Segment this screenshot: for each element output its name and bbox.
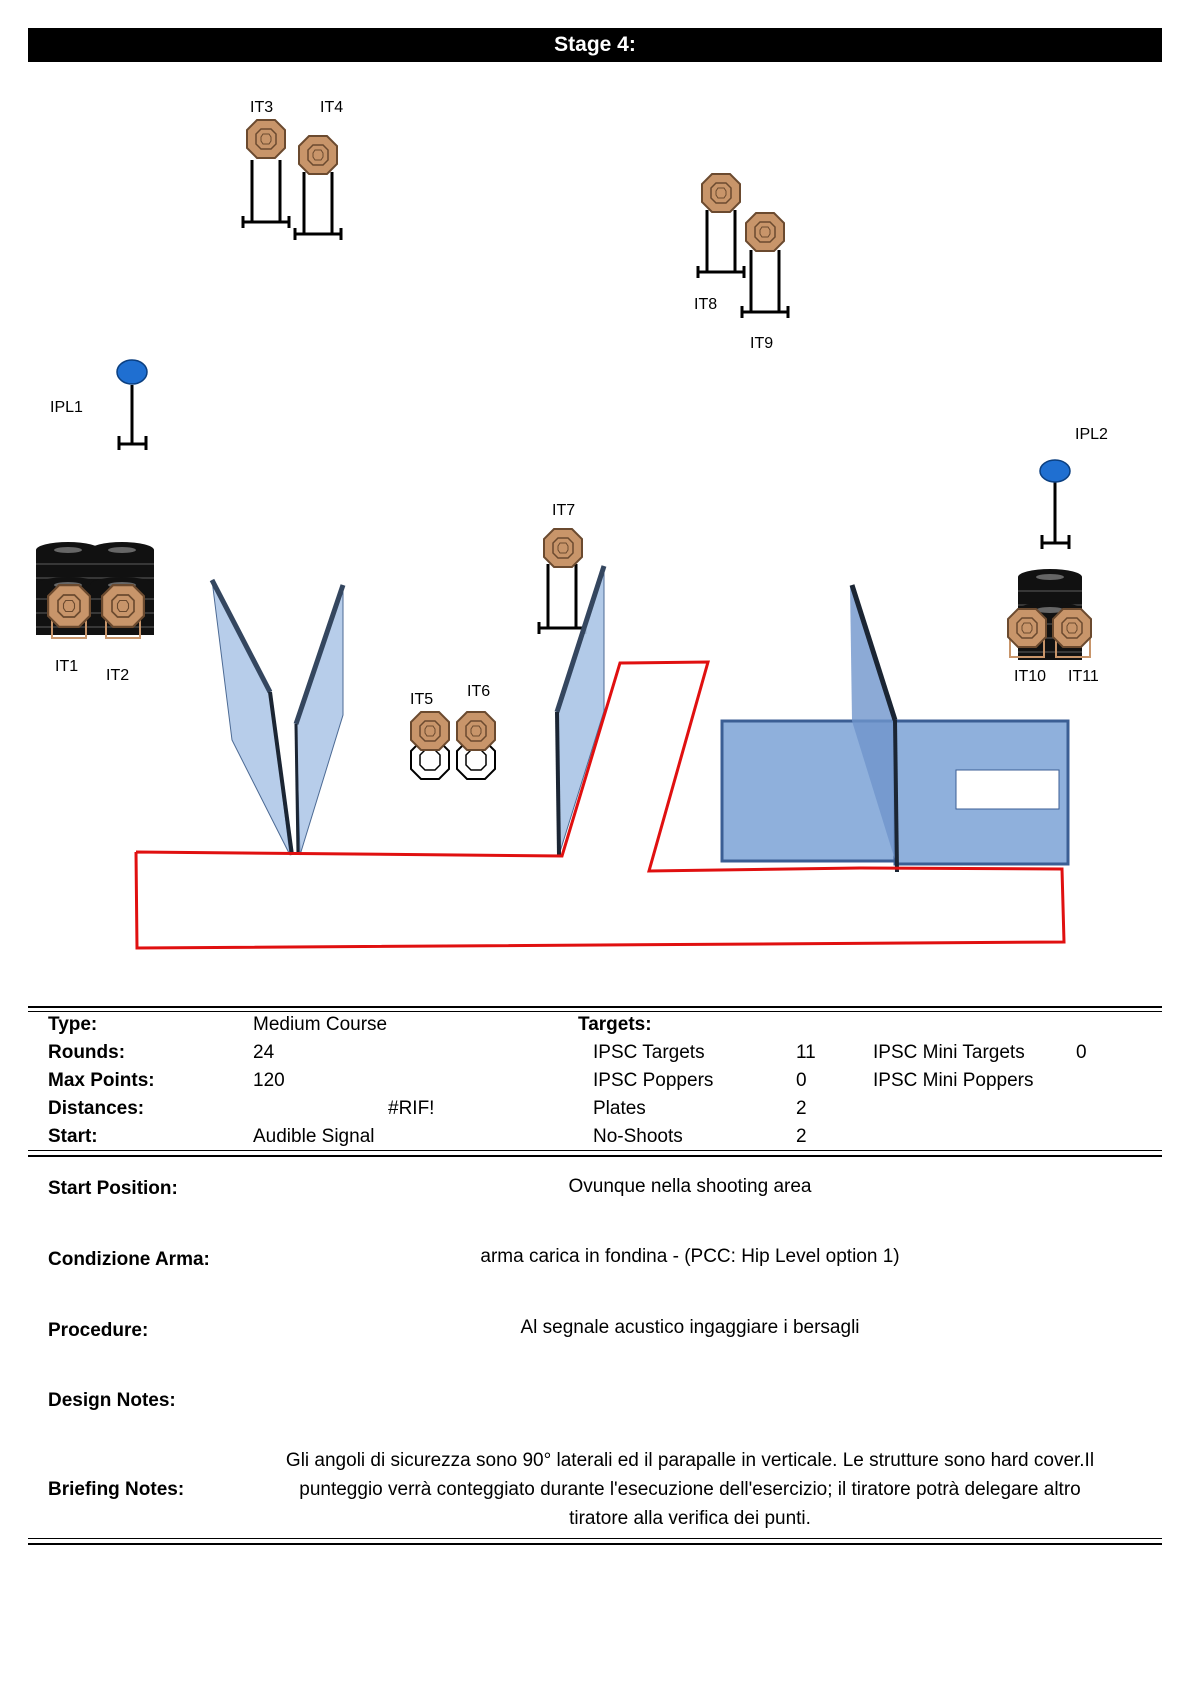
design-notes-label: Design Notes: xyxy=(48,1390,176,1411)
rule-top-2 xyxy=(28,1011,1162,1012)
rule-mid-2 xyxy=(28,1155,1162,1157)
plates-value: 2 xyxy=(796,1098,807,1119)
type-value: Medium Course xyxy=(253,1014,388,1035)
start-position-label: Start Position: xyxy=(48,1178,178,1199)
label-it2: IT2 xyxy=(106,667,130,684)
no-shoots-value: 2 xyxy=(796,1126,807,1147)
label-it1: IT1 xyxy=(55,658,79,675)
label-ipl1: IPL1 xyxy=(50,399,83,416)
label-it10: IT10 xyxy=(1014,668,1047,685)
target-it7 xyxy=(539,529,585,634)
briefing-line-2: punteggio verrà conteggiato durante l'esecuzione dell'esercizio; il tiratore potrà delegare altro xyxy=(299,1479,1081,1500)
ipsc-targets-value: 11 xyxy=(796,1042,816,1063)
plate-ipl2 xyxy=(1040,460,1070,549)
target-it8 xyxy=(698,174,744,278)
targets-label: Targets: xyxy=(578,1014,652,1035)
label-it8: IT8 xyxy=(694,296,718,313)
rounds-label: Rounds: xyxy=(48,1042,126,1063)
max-points-label: Max Points: xyxy=(48,1070,155,1091)
briefing-notes-value xyxy=(240,1446,1140,1533)
ipsc-poppers-label: IPSC Poppers xyxy=(593,1070,714,1091)
ipsc-mini-targets-label: IPSC Mini Targets xyxy=(873,1042,1025,1063)
max-points-value: 120 xyxy=(253,1070,285,1091)
label-it7: IT7 xyxy=(552,502,576,519)
plate-ipl1 xyxy=(117,360,147,450)
wall-center xyxy=(557,566,604,855)
target-it6 xyxy=(457,712,495,750)
target-it3 xyxy=(243,120,289,228)
label-ipl2: IPL2 xyxy=(1075,426,1108,443)
ipsc-poppers-value: 0 xyxy=(796,1070,807,1091)
no-shoots-label: No-Shoots xyxy=(593,1126,683,1147)
briefing-line-1: Gli angoli di sicurezza sono 90° laterali ed il parapalle in verticale. Le strutture sono hard cover.Il xyxy=(285,1450,1095,1471)
start-value: Audible Signal xyxy=(253,1126,375,1147)
plates-label: Plates xyxy=(593,1098,646,1119)
briefing-notes-label: Briefing Notes: xyxy=(48,1479,185,1500)
label-it3: IT3 xyxy=(250,99,274,116)
rule-mid-1 xyxy=(28,1150,1162,1151)
wall-v-left xyxy=(212,580,343,855)
target-it9 xyxy=(742,213,788,318)
distances-value: #RIF! xyxy=(388,1098,435,1119)
rule-bottom-1 xyxy=(28,1538,1162,1539)
target-it5 xyxy=(411,712,449,750)
stage-title: Stage 4: xyxy=(28,28,1162,62)
procedure-label: Procedure: xyxy=(48,1320,149,1341)
distances-label: Distances: xyxy=(48,1098,145,1119)
ipsc-targets-label: IPSC Targets xyxy=(593,1042,705,1063)
briefing-line-3: tiratore alla verifica dei punti. xyxy=(569,1508,811,1529)
rounds-value: 24 xyxy=(253,1042,275,1063)
start-position-value: Ovunque nella shooting area xyxy=(568,1176,812,1197)
label-it6: IT6 xyxy=(467,683,491,700)
procedure-value: Al segnale acustico ingaggiare i bersagli xyxy=(520,1317,860,1338)
ipsc-mini-poppers-label: IPSC Mini Poppers xyxy=(873,1070,1034,1091)
ipsc-mini-targets-value: 0 xyxy=(1076,1042,1087,1063)
condizione-arma-label: Condizione Arma: xyxy=(48,1249,210,1270)
condizione-arma-value: arma carica in fondina - (PCC: Hip Level option 1) xyxy=(480,1246,900,1267)
label-it5: IT5 xyxy=(410,691,434,708)
label-it4: IT4 xyxy=(320,99,344,116)
type-label: Type: xyxy=(48,1014,98,1035)
target-it4 xyxy=(295,136,341,240)
rule-bottom-2 xyxy=(28,1543,1162,1545)
label-it9: IT9 xyxy=(750,335,774,352)
start-label: Start: xyxy=(48,1126,98,1147)
label-it11: IT11 xyxy=(1068,668,1099,685)
rule-top-1 xyxy=(28,1006,1162,1008)
